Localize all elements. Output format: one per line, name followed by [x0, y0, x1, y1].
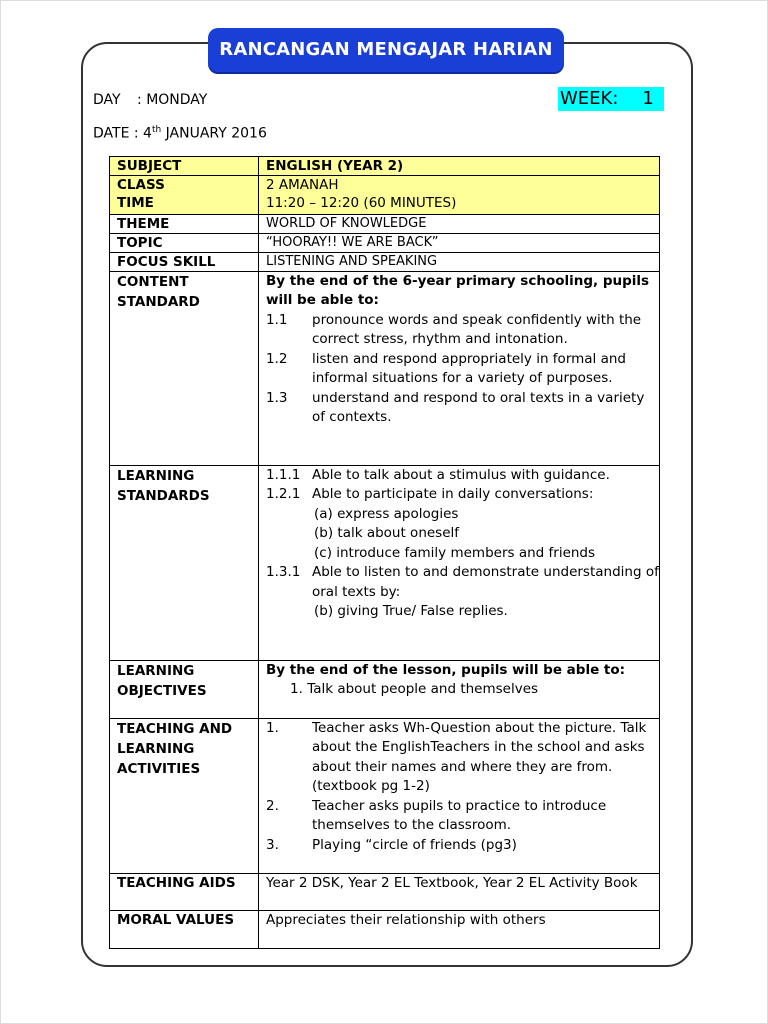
activity-text: Playing “circle of friends (pg3) — [312, 836, 517, 853]
activity-item — [266, 719, 659, 797]
time-label: TIME — [110, 194, 259, 214]
content-item-number: 1.1 — [266, 311, 288, 328]
class-value: 2 AMANAH — [259, 176, 660, 195]
standard-subitem: (c) introduce family members and friends — [314, 544, 596, 561]
row-learning-objectives — [110, 660, 660, 718]
row-class — [110, 176, 660, 195]
activity-item — [266, 836, 659, 856]
day-line — [93, 92, 207, 108]
date-sup: th — [151, 125, 162, 135]
activity-text: Teacher asks Wh-Question about the picture. Talk about the EnglishTeachers in the school and asks about their names and where they are from.(textbook pg 1-2) — [312, 719, 647, 794]
standard-text: Able to participate in daily conversations: — [312, 486, 594, 502]
focus-skill-value: LISTENING AND SPEAKING — [259, 252, 660, 271]
topic-value: “HOORAY!! WE ARE BACK” — [259, 233, 660, 252]
row-teaching-aids — [110, 873, 660, 910]
objective-text: Talk about people and themselves — [307, 681, 539, 697]
row-theme — [110, 214, 660, 233]
class-label: CLASS — [110, 176, 259, 195]
focus-skill-label: FOCUS SKILL — [110, 252, 259, 271]
row-teaching-activities — [110, 718, 660, 873]
date-label: DATE — [93, 125, 130, 142]
title-banner: RANCANGAN MENGAJAR HARIAN — [208, 28, 564, 72]
date-rest: JANUARY 2016 — [161, 125, 267, 142]
content-item — [266, 350, 659, 389]
content-item-number: 1.2 — [266, 350, 288, 367]
time-value: 11:20 – 12:20 (60 MINUTES) — [259, 194, 660, 214]
date-prefix: : 4 — [133, 125, 152, 142]
theme-label: THEME — [110, 214, 259, 233]
activity-number: 2. — [266, 797, 279, 814]
standard-subitem: (b) talk about oneself — [314, 525, 460, 541]
row-topic — [110, 233, 660, 252]
objective-number: 1. — [290, 681, 303, 697]
content-standard-cell — [259, 271, 660, 465]
learning-standards-label: LEARNING STANDARDS — [110, 465, 259, 660]
activities-cell — [259, 718, 660, 873]
content-item-number: 1.3 — [266, 389, 288, 406]
topic-label: TOPIC — [110, 233, 259, 252]
standard-item — [266, 466, 659, 486]
content-item-text: understand and respond to oral texts in a variety of contexts. — [312, 389, 645, 425]
row-time — [110, 194, 660, 214]
moral-values-label: MORAL VALUES — [110, 910, 259, 948]
content-item — [266, 389, 659, 428]
content-standard-label: CONTENT STANDARD — [110, 271, 259, 465]
row-moral-values — [110, 910, 660, 948]
standard-item — [266, 563, 659, 602]
learning-objectives-cell — [259, 660, 660, 718]
week-value: 1 — [642, 88, 654, 109]
date-line — [93, 125, 267, 142]
standard-subitem: (a) express apologies — [314, 505, 459, 522]
subject-label: SUBJECT — [110, 157, 259, 176]
content-item — [266, 311, 659, 350]
standard-subitem: (b) giving True/ False replies. — [314, 603, 508, 619]
row-subject — [110, 157, 660, 176]
content-item-text: pronounce words and speak confidently with the correct stress, rhythm and intonation. — [312, 311, 642, 347]
teaching-aids-label: TEACHING AIDS — [110, 873, 259, 910]
learning-standards-cell — [259, 465, 660, 660]
moral-values-value: Appreciates their relationship with others — [259, 910, 660, 948]
activity-text: Teacher asks pupils to practice to introduce themselves to the classroom. — [312, 797, 607, 833]
objectives-intro — [266, 661, 659, 681]
teaching-aids-value: Year 2 DSK, Year 2 EL Textbook, Year 2 EL Activity Book — [259, 873, 660, 910]
activity-number: 1. — [266, 719, 279, 736]
row-content-standard — [110, 271, 660, 465]
row-learning-standards — [110, 465, 660, 660]
week-label: WEEK: — [560, 88, 619, 109]
objective-item — [266, 680, 659, 700]
standard-number: 1.1.1 — [266, 466, 301, 483]
standard-number: 1.3.1 — [266, 564, 301, 580]
standard-item — [266, 485, 659, 505]
theme-value: WORLD OF KNOWLEDGE — [259, 214, 660, 233]
objectives-intro-text: By the end of the lesson, pupils will be able to: — [266, 661, 626, 678]
week-box — [558, 87, 664, 111]
activity-number: 3. — [266, 836, 279, 853]
activity-item — [266, 797, 659, 836]
activities-label: TEACHING AND LEARNING ACTIVITIES — [110, 718, 259, 873]
subject-value: ENGLISH (YEAR 2) — [259, 157, 660, 176]
content-intro: By the end of the 6-year primary schooling, pupils will be able to: — [266, 272, 650, 308]
day-value: : MONDAY — [137, 92, 208, 108]
learning-objectives-label: LEARNING OBJECTIVES — [110, 660, 259, 718]
lesson-plan-table — [109, 156, 660, 949]
row-focus-skill — [110, 252, 660, 271]
day-label: DAY — [93, 92, 121, 108]
content-item-text: listen and respond appropriately in formal and informal situations for a variety of purposes. — [312, 350, 626, 386]
standard-text: Able to talk about a stimulus with guidance. — [312, 466, 610, 483]
standard-number: 1.2.1 — [266, 486, 301, 502]
standard-text: Able to listen to and demonstrate understanding of oral texts by: — [312, 564, 659, 600]
